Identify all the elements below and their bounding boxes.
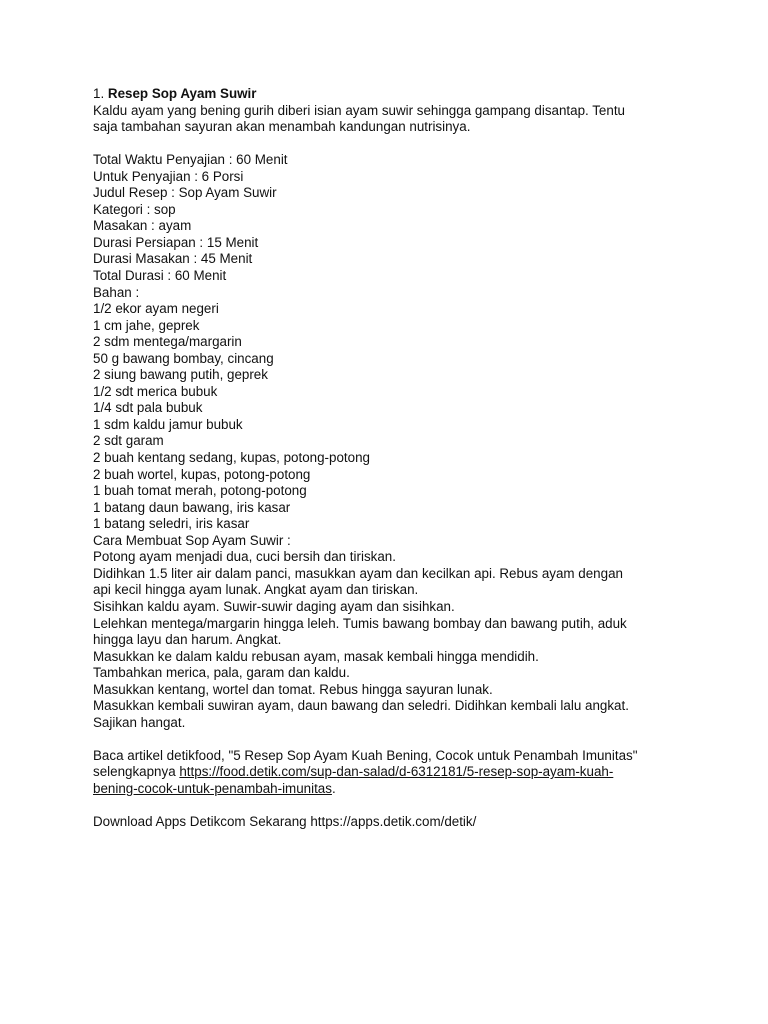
step-line: Lelehkan mentega/margarin hingga leleh. Tumis bawang bombay dan bawang putih, aduk	[93, 615, 627, 631]
ingredient-item: 1/4 sdt pala bubuk	[93, 400, 203, 416]
article-link-line	[93, 764, 693, 781]
document-body	[93, 86, 693, 831]
step-line: Masukkan ke dalam kaldu rebusan ayam, masak kembali hingga mendidih.	[93, 648, 539, 664]
ingredients-list	[93, 301, 693, 533]
step-line: Didihkan 1.5 liter air dalam panci, masukkan ayam dan kecilkan api. Rebus ayam dengan	[93, 565, 623, 581]
ingredient-item: 2 siung bawang putih, geprek	[93, 367, 268, 383]
article-link-part2: bening-cocok-untuk-penambah-imunitas	[93, 780, 332, 796]
paragraph-gap	[93, 136, 693, 153]
ingredient-item: 2 sdm mentega/margarin	[93, 334, 242, 350]
ingredient-item: 1 batang seledri, iris kasar	[93, 516, 250, 532]
recipe-number: 1.	[93, 86, 105, 101]
ingredient-item: 2 buah kentang sedang, kupas, potong-potong	[93, 450, 370, 466]
meta-category: Kategori : sop	[93, 201, 176, 217]
meta-cuisine: Masakan : ayam	[93, 218, 192, 234]
article-link[interactable]	[179, 764, 613, 779]
ingredient-item: 1 cm jahe, geprek	[93, 317, 200, 333]
article-link-line	[93, 781, 693, 798]
ingredient-item: 2 sdt garam	[93, 433, 164, 449]
ingredient-item: 2 buah wortel, kupas, potong-potong	[93, 466, 311, 482]
article-link-part1: https://food.detik.com/sup-dan-salad/d-6312181/5-resep-sop-ayam-kuah-	[179, 764, 614, 780]
ingredient-item: 1/2 sdt merica bubuk	[93, 383, 218, 399]
ingredient-item: 50 g bawang bombay, cincang	[93, 350, 274, 366]
step-line: hingga layu dan harum. Angkat.	[93, 632, 282, 648]
article-intro: Baca artikel detikfood, "5 Resep Sop Ayam Kuah Bening, Cocok untuk Penambah Imunitas"	[93, 747, 638, 763]
description-line: saja tambahan sayuran akan menambah kandungan nutrisinya.	[93, 119, 471, 135]
recipe-meta	[93, 152, 693, 284]
step-line: Potong ayam menjadi dua, cuci bersih dan tiriskan.	[93, 549, 396, 565]
step-line: api kecil hingga ayam lunak. Angkat ayam dan tiriskan.	[93, 582, 419, 598]
article-prefix: selengkapnya	[93, 764, 180, 780]
meta-prep-duration: Durasi Persiapan : 15 Menit	[93, 234, 259, 250]
recipe-title: Resep Sop Ayam Suwir	[107, 86, 257, 101]
description-line: Kaldu ayam yang bening gurih diberi isian ayam suwir sehingga gampang disantap. Tentu	[93, 102, 625, 118]
step-line: Masukkan kembali suwiran ayam, daun bawang dan seledri. Didihkan kembali lalu angkat.	[93, 698, 629, 714]
paragraph-gap	[93, 798, 693, 815]
article-link[interactable]	[93, 781, 332, 796]
meta-recipe-title: Judul Resep : Sop Ayam Suwir	[93, 185, 277, 201]
step-line: Tambahkan merica, pala, garam dan kaldu.	[93, 665, 350, 681]
steps-list	[93, 549, 693, 731]
step-line: Sajikan hangat.	[93, 714, 186, 730]
steps-heading: Cara Membuat Sop Ayam Suwir :	[93, 532, 291, 548]
meta-total-serving-time: Total Waktu Penyajian : 60 Menit	[93, 152, 288, 168]
article-reference	[93, 748, 693, 798]
ingredient-item: 1/2 ekor ayam negeri	[93, 301, 219, 317]
recipe-description	[93, 103, 693, 136]
step-line: Sisihkan kaldu ayam. Suwir-suwir daging ayam dan sisihkan.	[93, 598, 455, 614]
meta-cook-duration: Durasi Masakan : 45 Menit	[93, 251, 253, 267]
paragraph-gap	[93, 731, 693, 748]
download-apps-text: Download Apps Detikcom Sekarang https://apps.detik.com/detik/	[93, 814, 477, 830]
article-suffix: .	[331, 780, 336, 796]
ingredient-item: 1 sdm kaldu jamur bubuk	[93, 416, 243, 432]
meta-servings: Untuk Penyajian : 6 Porsi	[93, 168, 244, 184]
ingredients-heading: Bahan :	[93, 284, 140, 300]
ingredient-item: 1 buah tomat merah, potong-potong	[93, 483, 307, 499]
step-line: Masukkan kentang, wortel dan tomat. Rebus hingga sayuran lunak.	[93, 681, 493, 697]
meta-total-duration: Total Durasi : 60 Menit	[93, 268, 227, 284]
ingredient-item: 1 batang daun bawang, iris kasar	[93, 499, 291, 515]
recipe-heading	[93, 86, 693, 103]
